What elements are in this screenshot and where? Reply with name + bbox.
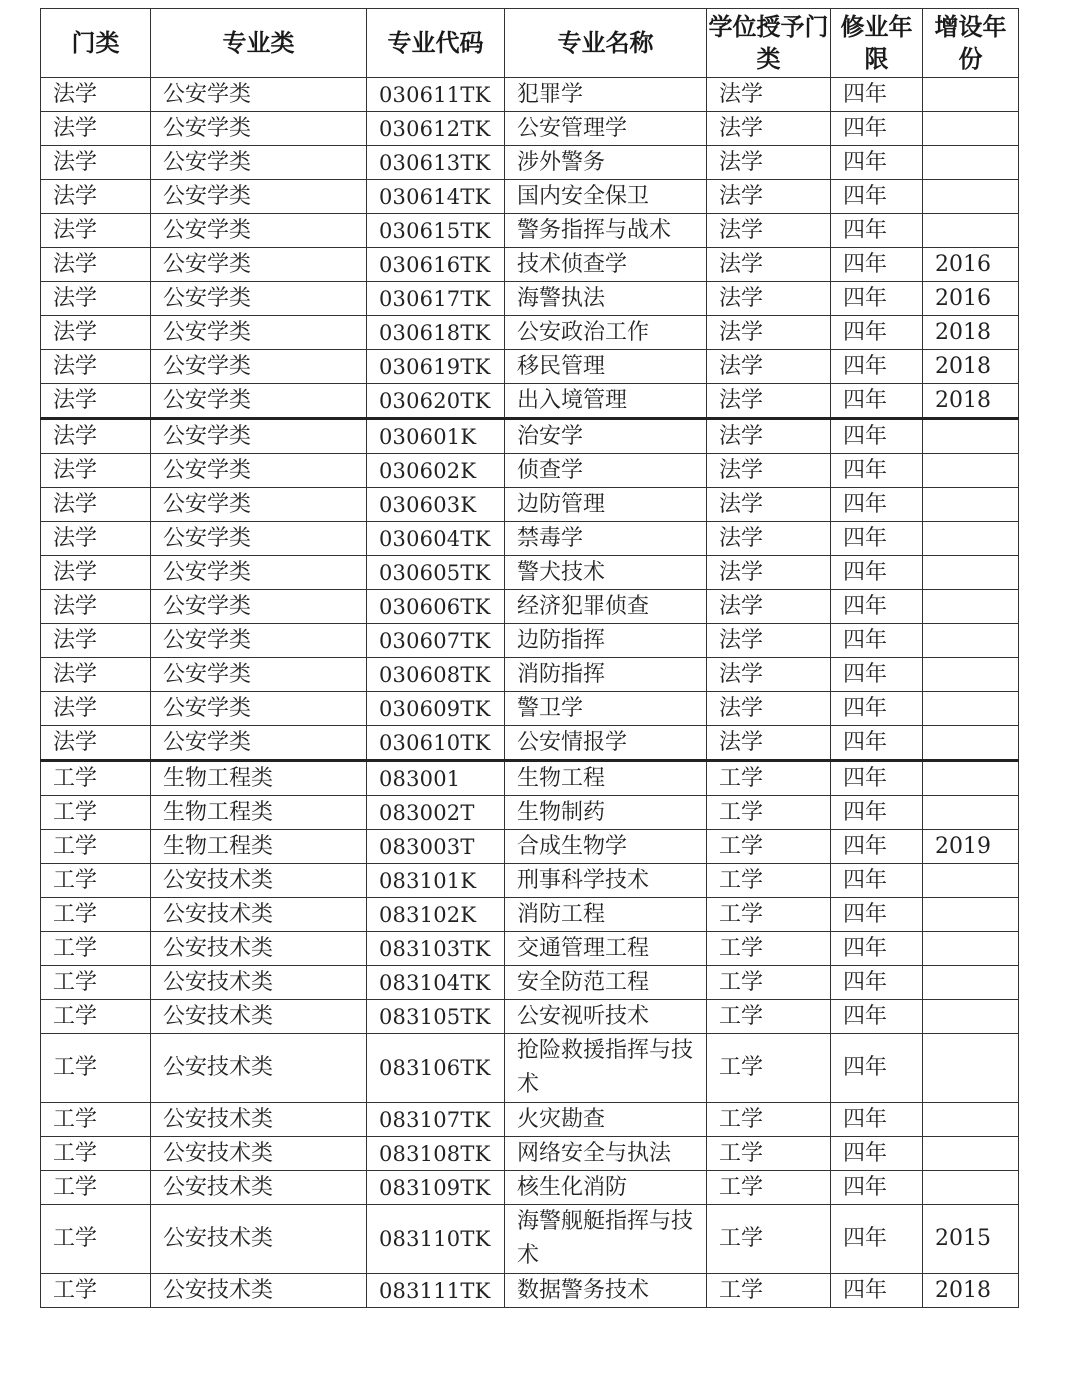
cell-category: 工学 <box>41 1034 151 1103</box>
cell-added <box>923 1171 1019 1205</box>
cell-class: 公安技术类 <box>151 1205 367 1274</box>
cell-name: 技术侦查学 <box>505 248 707 282</box>
cell-category: 工学 <box>41 761 151 796</box>
cell-code: 030601K <box>367 419 505 454</box>
cell-class: 公安学类 <box>151 282 367 316</box>
cell-degree: 工学 <box>707 966 831 1000</box>
table-row <box>41 761 1019 796</box>
cell-name: 交通管理工程 <box>505 932 707 966</box>
cell-class: 公安学类 <box>151 419 367 454</box>
cell-name: 刑事科学技术 <box>505 864 707 898</box>
cell-category: 工学 <box>41 932 151 966</box>
cell-degree: 工学 <box>707 898 831 932</box>
cell-years: 四年 <box>831 1034 923 1103</box>
cell-degree: 法学 <box>707 488 831 522</box>
cell-class: 公安学类 <box>151 522 367 556</box>
cell-added <box>923 898 1019 932</box>
cell-name: 海警执法 <box>505 282 707 316</box>
cell-added <box>923 146 1019 180</box>
cell-added <box>923 966 1019 1000</box>
cell-code: 030618TK <box>367 316 505 350</box>
cell-category: 工学 <box>41 830 151 864</box>
cell-degree: 工学 <box>707 932 831 966</box>
cell-name: 边防管理 <box>505 488 707 522</box>
cell-years: 四年 <box>831 932 923 966</box>
cell-name: 抢险救援指挥与技术 <box>505 1034 707 1103</box>
cell-category: 法学 <box>41 488 151 522</box>
cell-degree: 工学 <box>707 1000 831 1034</box>
cell-category: 法学 <box>41 590 151 624</box>
cell-name: 禁毒学 <box>505 522 707 556</box>
cell-category: 工学 <box>41 1000 151 1034</box>
cell-category: 法学 <box>41 556 151 590</box>
cell-class: 公安技术类 <box>151 1034 367 1103</box>
cell-code: 030608TK <box>367 658 505 692</box>
cell-added: 2018 <box>923 384 1019 419</box>
cell-category: 法学 <box>41 419 151 454</box>
cell-name: 生物工程 <box>505 761 707 796</box>
cell-class: 生物工程类 <box>151 796 367 830</box>
cell-category: 工学 <box>41 1137 151 1171</box>
cell-degree: 工学 <box>707 1171 831 1205</box>
cell-added <box>923 419 1019 454</box>
cell-category: 法学 <box>41 384 151 419</box>
cell-class: 公安技术类 <box>151 1274 367 1308</box>
cell-name: 犯罪学 <box>505 78 707 112</box>
cell-code: 030614TK <box>367 180 505 214</box>
cell-category: 法学 <box>41 282 151 316</box>
cell-name: 出入境管理 <box>505 384 707 419</box>
cell-degree: 法学 <box>707 350 831 384</box>
cell-added <box>923 726 1019 761</box>
cell-code: 030610TK <box>367 726 505 761</box>
cell-years: 四年 <box>831 78 923 112</box>
cell-category: 工学 <box>41 898 151 932</box>
cell-category: 法学 <box>41 624 151 658</box>
cell-category: 法学 <box>41 658 151 692</box>
cell-code: 030617TK <box>367 282 505 316</box>
cell-category: 工学 <box>41 1274 151 1308</box>
cell-years: 四年 <box>831 350 923 384</box>
cell-name: 警务指挥与战术 <box>505 214 707 248</box>
cell-class: 公安技术类 <box>151 1171 367 1205</box>
cell-years: 四年 <box>831 658 923 692</box>
table-row <box>41 932 1019 966</box>
cell-category: 法学 <box>41 522 151 556</box>
header-name: 专业名称 <box>505 9 707 78</box>
cell-years: 四年 <box>831 522 923 556</box>
cell-class: 公安学类 <box>151 112 367 146</box>
table-row <box>41 658 1019 692</box>
cell-years: 四年 <box>831 692 923 726</box>
cell-added <box>923 556 1019 590</box>
header-added: 增设年份 <box>923 9 1019 78</box>
cell-class: 公安学类 <box>151 658 367 692</box>
cell-class: 公安学类 <box>151 248 367 282</box>
cell-class: 公安学类 <box>151 624 367 658</box>
cell-years: 四年 <box>831 1274 923 1308</box>
cell-class: 公安学类 <box>151 78 367 112</box>
cell-years: 四年 <box>831 830 923 864</box>
cell-category: 法学 <box>41 248 151 282</box>
cell-years: 四年 <box>831 488 923 522</box>
table-row <box>41 1205 1019 1274</box>
cell-years: 四年 <box>831 180 923 214</box>
cell-category: 法学 <box>41 454 151 488</box>
table-row <box>41 726 1019 761</box>
cell-degree: 法学 <box>707 316 831 350</box>
cell-added: 2016 <box>923 248 1019 282</box>
cell-class: 公安技术类 <box>151 898 367 932</box>
table-row <box>41 316 1019 350</box>
cell-degree: 工学 <box>707 1274 831 1308</box>
cell-years: 四年 <box>831 214 923 248</box>
cell-category: 法学 <box>41 112 151 146</box>
table-row <box>41 1274 1019 1308</box>
table-row <box>41 214 1019 248</box>
table-row <box>41 830 1019 864</box>
cell-years: 四年 <box>831 898 923 932</box>
cell-degree: 法学 <box>707 454 831 488</box>
cell-class: 公安技术类 <box>151 932 367 966</box>
cell-code: 083101K <box>367 864 505 898</box>
table-row <box>41 590 1019 624</box>
cell-code: 030612TK <box>367 112 505 146</box>
cell-added <box>923 658 1019 692</box>
cell-added: 2016 <box>923 282 1019 316</box>
cell-code: 030619TK <box>367 350 505 384</box>
cell-degree: 法学 <box>707 248 831 282</box>
cell-class: 公安学类 <box>151 146 367 180</box>
cell-class: 公安技术类 <box>151 1137 367 1171</box>
header-category: 门类 <box>41 9 151 78</box>
table-row <box>41 112 1019 146</box>
cell-category: 工学 <box>41 1103 151 1137</box>
cell-years: 四年 <box>831 864 923 898</box>
table-row <box>41 966 1019 1000</box>
cell-class: 公安学类 <box>151 454 367 488</box>
cell-added: 2018 <box>923 1274 1019 1308</box>
table-row <box>41 146 1019 180</box>
cell-class: 公安学类 <box>151 384 367 419</box>
cell-class: 公安技术类 <box>151 864 367 898</box>
cell-name: 消防工程 <box>505 898 707 932</box>
cell-added <box>923 78 1019 112</box>
cell-name: 公安情报学 <box>505 726 707 761</box>
header-row <box>41 9 1019 78</box>
cell-category: 法学 <box>41 180 151 214</box>
cell-name: 公安视听技术 <box>505 1000 707 1034</box>
table-row <box>41 1034 1019 1103</box>
cell-degree: 工学 <box>707 796 831 830</box>
cell-class: 公安技术类 <box>151 1103 367 1137</box>
cell-name: 治安学 <box>505 419 707 454</box>
table-row <box>41 1103 1019 1137</box>
cell-code: 083002T <box>367 796 505 830</box>
cell-code: 030611TK <box>367 78 505 112</box>
cell-degree: 法学 <box>707 112 831 146</box>
table-row <box>41 522 1019 556</box>
cell-added <box>923 761 1019 796</box>
cell-added <box>923 1137 1019 1171</box>
table-row <box>41 282 1019 316</box>
cell-name: 警卫学 <box>505 692 707 726</box>
table-row <box>41 454 1019 488</box>
cell-name: 海警舰艇指挥与技术 <box>505 1205 707 1274</box>
cell-category: 工学 <box>41 966 151 1000</box>
cell-degree: 法学 <box>707 658 831 692</box>
cell-class: 公安学类 <box>151 316 367 350</box>
cell-degree: 法学 <box>707 180 831 214</box>
cell-code: 083003T <box>367 830 505 864</box>
cell-class: 公安学类 <box>151 590 367 624</box>
header-degree: 学位授予门类 <box>707 9 831 78</box>
cell-degree: 法学 <box>707 624 831 658</box>
cell-code: 083105TK <box>367 1000 505 1034</box>
cell-code: 030613TK <box>367 146 505 180</box>
cell-name: 生物制药 <box>505 796 707 830</box>
cell-degree: 工学 <box>707 1205 831 1274</box>
table-body <box>41 78 1019 1308</box>
cell-years: 四年 <box>831 726 923 761</box>
cell-added <box>923 454 1019 488</box>
cell-name: 公安管理学 <box>505 112 707 146</box>
cell-added <box>923 624 1019 658</box>
cell-added <box>923 522 1019 556</box>
cell-class: 公安学类 <box>151 214 367 248</box>
cell-degree: 工学 <box>707 830 831 864</box>
cell-years: 四年 <box>831 590 923 624</box>
cell-class: 生物工程类 <box>151 761 367 796</box>
cell-name: 边防指挥 <box>505 624 707 658</box>
cell-class: 公安学类 <box>151 692 367 726</box>
cell-code: 030615TK <box>367 214 505 248</box>
cell-years: 四年 <box>831 1103 923 1137</box>
cell-years: 四年 <box>831 1000 923 1034</box>
cell-code: 030616TK <box>367 248 505 282</box>
cell-name: 经济犯罪侦查 <box>505 590 707 624</box>
cell-name: 网络安全与执法 <box>505 1137 707 1171</box>
cell-code: 030620TK <box>367 384 505 419</box>
table-row <box>41 692 1019 726</box>
cell-name: 消防指挥 <box>505 658 707 692</box>
cell-years: 四年 <box>831 316 923 350</box>
cell-degree: 工学 <box>707 1103 831 1137</box>
cell-category: 法学 <box>41 316 151 350</box>
cell-degree: 法学 <box>707 590 831 624</box>
cell-code: 030606TK <box>367 590 505 624</box>
cell-years: 四年 <box>831 384 923 419</box>
table-header <box>41 9 1019 78</box>
cell-added <box>923 180 1019 214</box>
cell-code: 083102K <box>367 898 505 932</box>
cell-code: 030602K <box>367 454 505 488</box>
cell-category: 法学 <box>41 350 151 384</box>
cell-years: 四年 <box>831 796 923 830</box>
cell-class: 生物工程类 <box>151 830 367 864</box>
cell-category: 法学 <box>41 78 151 112</box>
cell-code: 030605TK <box>367 556 505 590</box>
cell-degree: 法学 <box>707 78 831 112</box>
cell-code: 083107TK <box>367 1103 505 1137</box>
cell-years: 四年 <box>831 556 923 590</box>
table-row <box>41 180 1019 214</box>
cell-degree: 法学 <box>707 146 831 180</box>
table-row <box>41 419 1019 454</box>
cell-years: 四年 <box>831 282 923 316</box>
table-row <box>41 248 1019 282</box>
cell-code: 030604TK <box>367 522 505 556</box>
cell-degree: 法学 <box>707 522 831 556</box>
table-row <box>41 1137 1019 1171</box>
cell-added <box>923 1103 1019 1137</box>
cell-years: 四年 <box>831 112 923 146</box>
cell-years: 四年 <box>831 1205 923 1274</box>
cell-degree: 工学 <box>707 1137 831 1171</box>
cell-degree: 工学 <box>707 1034 831 1103</box>
cell-degree: 法学 <box>707 726 831 761</box>
cell-added <box>923 864 1019 898</box>
table-row <box>41 350 1019 384</box>
cell-years: 四年 <box>831 454 923 488</box>
table-row <box>41 796 1019 830</box>
cell-code: 030603K <box>367 488 505 522</box>
cell-years: 四年 <box>831 248 923 282</box>
header-years: 修业年限 <box>831 9 923 78</box>
cell-name: 侦查学 <box>505 454 707 488</box>
cell-added <box>923 214 1019 248</box>
cell-category: 工学 <box>41 1171 151 1205</box>
cell-added <box>923 590 1019 624</box>
cell-name: 数据警务技术 <box>505 1274 707 1308</box>
cell-added <box>923 112 1019 146</box>
cell-code: 030607TK <box>367 624 505 658</box>
cell-years: 四年 <box>831 624 923 658</box>
cell-years: 四年 <box>831 419 923 454</box>
cell-name: 安全防范工程 <box>505 966 707 1000</box>
table-row <box>41 384 1019 419</box>
cell-added <box>923 796 1019 830</box>
cell-degree: 工学 <box>707 864 831 898</box>
cell-code: 083110TK <box>367 1205 505 1274</box>
header-code: 专业代码 <box>367 9 505 78</box>
cell-added <box>923 692 1019 726</box>
table-row <box>41 898 1019 932</box>
cell-category: 工学 <box>41 864 151 898</box>
cell-added: 2019 <box>923 830 1019 864</box>
cell-name: 移民管理 <box>505 350 707 384</box>
cell-category: 法学 <box>41 146 151 180</box>
table-row <box>41 78 1019 112</box>
cell-degree: 工学 <box>707 761 831 796</box>
cell-category: 法学 <box>41 692 151 726</box>
cell-added <box>923 932 1019 966</box>
cell-added <box>923 1000 1019 1034</box>
cell-code: 083108TK <box>367 1137 505 1171</box>
cell-class: 公安技术类 <box>151 1000 367 1034</box>
cell-added <box>923 488 1019 522</box>
cell-category: 法学 <box>41 214 151 248</box>
cell-degree: 法学 <box>707 384 831 419</box>
cell-degree: 法学 <box>707 214 831 248</box>
cell-class: 公安学类 <box>151 180 367 214</box>
cell-added: 2018 <box>923 316 1019 350</box>
cell-code: 030609TK <box>367 692 505 726</box>
cell-name: 公安政治工作 <box>505 316 707 350</box>
cell-name: 国内安全保卫 <box>505 180 707 214</box>
cell-years: 四年 <box>831 146 923 180</box>
cell-degree: 法学 <box>707 692 831 726</box>
cell-added: 2018 <box>923 350 1019 384</box>
cell-category: 法学 <box>41 726 151 761</box>
cell-class: 公安学类 <box>151 726 367 761</box>
table-row <box>41 864 1019 898</box>
table-row <box>41 1000 1019 1034</box>
cell-name: 涉外警务 <box>505 146 707 180</box>
cell-years: 四年 <box>831 1137 923 1171</box>
header-class: 专业类 <box>151 9 367 78</box>
cell-class: 公安学类 <box>151 350 367 384</box>
cell-years: 四年 <box>831 761 923 796</box>
cell-name: 核生化消防 <box>505 1171 707 1205</box>
cell-class: 公安学类 <box>151 556 367 590</box>
cell-added: 2015 <box>923 1205 1019 1274</box>
cell-name: 合成生物学 <box>505 830 707 864</box>
cell-category: 工学 <box>41 796 151 830</box>
cell-name: 警犬技术 <box>505 556 707 590</box>
cell-years: 四年 <box>831 1171 923 1205</box>
cell-name: 火灾勘查 <box>505 1103 707 1137</box>
table-row <box>41 488 1019 522</box>
cell-class: 公安技术类 <box>151 966 367 1000</box>
cell-category: 工学 <box>41 1205 151 1274</box>
cell-added <box>923 1034 1019 1103</box>
cell-code: 083106TK <box>367 1034 505 1103</box>
cell-code: 083103TK <box>367 932 505 966</box>
cell-code: 083001 <box>367 761 505 796</box>
cell-degree: 法学 <box>707 556 831 590</box>
table-row <box>41 556 1019 590</box>
cell-class: 公安学类 <box>151 488 367 522</box>
cell-years: 四年 <box>831 966 923 1000</box>
cell-code: 083109TK <box>367 1171 505 1205</box>
table-row <box>41 1171 1019 1205</box>
majors-table <box>40 8 1019 1308</box>
cell-degree: 法学 <box>707 282 831 316</box>
cell-code: 083104TK <box>367 966 505 1000</box>
table-row <box>41 624 1019 658</box>
cell-code: 083111TK <box>367 1274 505 1308</box>
cell-degree: 法学 <box>707 419 831 454</box>
